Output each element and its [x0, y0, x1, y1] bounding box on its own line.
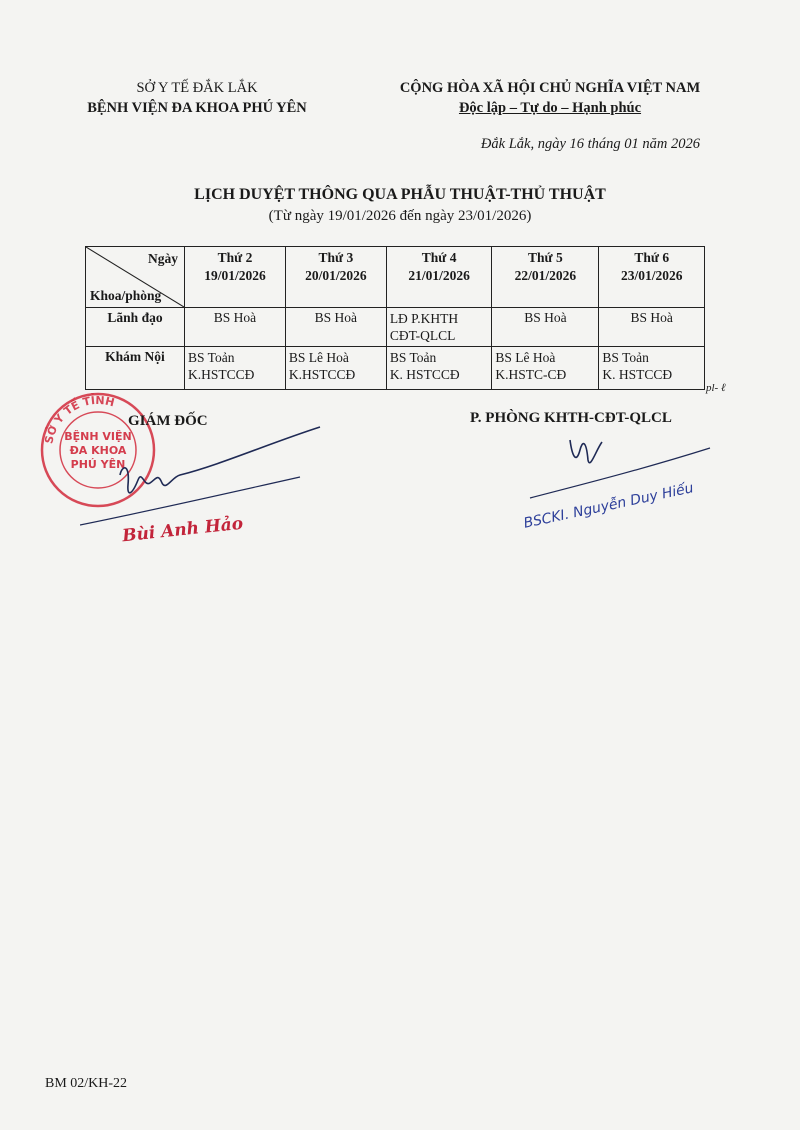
org-header [62, 78, 332, 118]
table-cell: BS Lê Hoà K.HSTC-CĐ [492, 347, 599, 390]
handwritten-mark: pl- ℓ [706, 382, 726, 394]
table-cell: BS Hoà [285, 308, 386, 347]
form-code: BM 02/KH-22 [45, 1076, 128, 1091]
national-title: CỘNG HÒA XÃ HỘI CHỦ NGHĨA VIỆT NAM [399, 80, 701, 96]
corner-bottom-label: Khoa/phòng [90, 288, 162, 303]
director-name: Bùi Anh Hảo [121, 513, 245, 547]
table-cell: BS Lê Hoà K.HSTCCĐ [285, 347, 386, 390]
schedule-table [85, 246, 705, 390]
row-label: Lãnh đạo [86, 308, 185, 347]
table-cell: BS Hoà [599, 308, 705, 347]
deputy-name: BSCKI. Nguyễn Duy Hiếu [522, 480, 696, 532]
corner-cell [86, 247, 185, 308]
day-header: Thứ 4 21/01/2026 [386, 247, 492, 308]
document-subtitle: (Từ ngày 19/01/2026 đến ngày 23/01/2026) [268, 208, 532, 224]
national-motto: Độc lập – Tự do – Hạnh phúc [458, 100, 642, 116]
table-cell: BS Hoà [185, 308, 286, 347]
issue-date: Đắk Lắk, ngày 16 tháng 01 năm 2026 [480, 136, 700, 152]
table-cell: BS Toản K.HSTCCĐ [185, 347, 286, 390]
day-header: Thứ 6 23/01/2026 [599, 247, 705, 308]
table-cell: BS Toản K. HSTCCĐ [386, 347, 492, 390]
director-title: GIÁM ĐỐC [128, 413, 208, 429]
table-row [86, 308, 705, 347]
day-header: Thứ 3 20/01/2026 [285, 247, 386, 308]
table-cell: BS Toản K. HSTCCĐ [599, 347, 705, 390]
department-name: SỞ Y TẾ ĐẮK LẮK [136, 80, 258, 96]
deputy-head-title: P. PHÒNG KHTH-CĐT-QLCL [470, 410, 672, 426]
hospital-name: BỆNH VIỆN ĐA KHOA PHÚ YÊN [87, 100, 307, 116]
day-header: Thứ 2 19/01/2026 [185, 247, 286, 308]
document-title: LỊCH DUYỆT THÔNG QUA PHẪU THUẬT-THỦ THUẬT [194, 186, 606, 203]
svg-text:SỞ Y TẾ TỈNH: SỞ Y TẾ TỈNH [42, 393, 116, 445]
table-cell: BS Hoà [492, 308, 599, 347]
table-header-row [86, 247, 705, 308]
national-header [370, 78, 730, 118]
corner-top-label: Ngày [148, 251, 178, 266]
table-row [86, 347, 705, 390]
svg-text:BỆNH VIỆN: BỆNH VIỆN [64, 430, 132, 443]
day-header: Thứ 5 22/01/2026 [492, 247, 599, 308]
row-label: Khám Nội [86, 347, 185, 390]
table-cell: LĐ P.KHTH CĐT-QLCL [386, 308, 492, 347]
svg-text:ĐA KHOA: ĐA KHOA [69, 444, 127, 457]
svg-text:PHÚ YÊN: PHÚ YÊN [70, 458, 126, 471]
